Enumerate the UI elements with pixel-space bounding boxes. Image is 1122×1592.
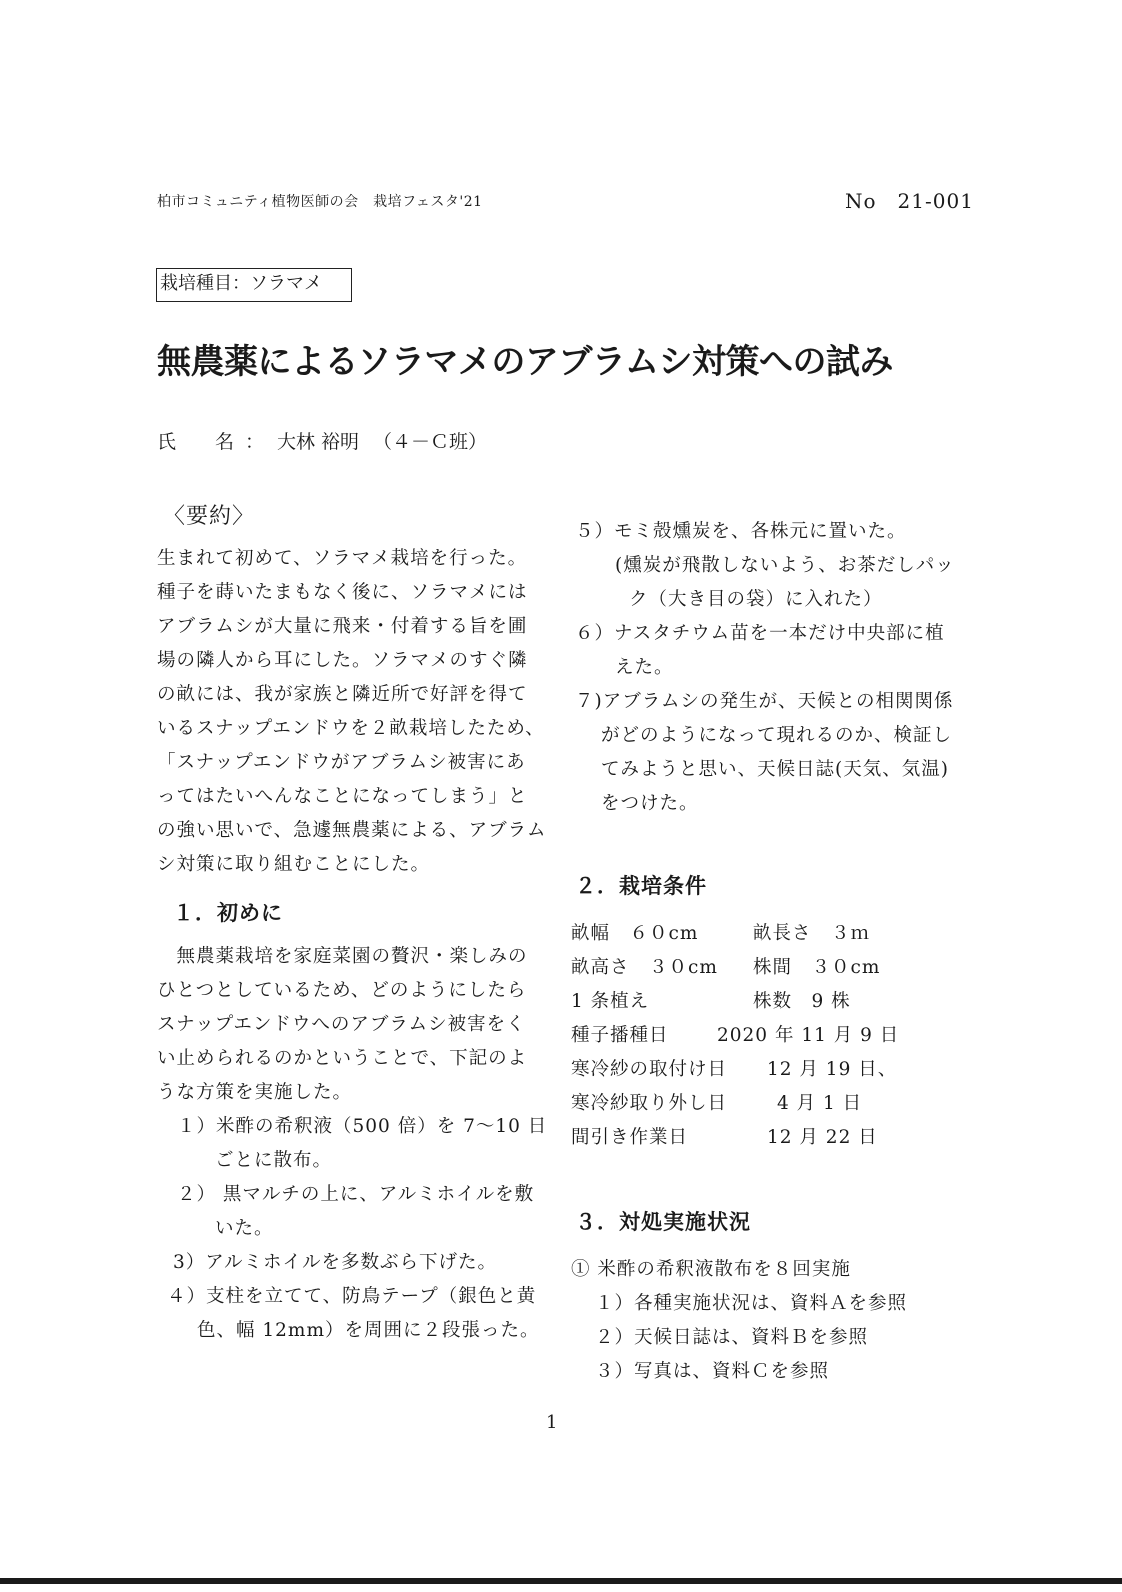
- date-label: 寒冷紗の取付け日: [571, 1059, 728, 1080]
- summary-line: の強い思いで、急遽無農薬による、アブラム: [157, 820, 547, 841]
- measure-item-5: ５）モミ殻燻炭を、各株元に置いた。: [575, 521, 907, 542]
- document-title: 無農薬によるソラマメのアブラムシ対策への試み: [157, 342, 893, 382]
- summary-heading: 〈要約〉: [163, 504, 256, 529]
- crop-label-box: 栽培種目：ソラマメ: [156, 268, 352, 302]
- condition-cell: 畝高さ ３０cm: [571, 957, 718, 978]
- summary-line: いるスナップエンドウを２畝栽培したため、: [157, 718, 545, 739]
- condition-cell: 畝長さ ３ｍ: [753, 923, 871, 944]
- summary-line: 種子を蒔いたまもなく後に、ソラマメには: [157, 582, 528, 603]
- date-value: 12 月 19 日、: [767, 1059, 898, 1080]
- section3-main-item: ① 米酢の希釈液散布を８回実施: [571, 1259, 851, 1280]
- date-label: 種子播種日: [571, 1025, 669, 1046]
- bottom-border-line: [0, 1578, 1122, 1584]
- measure-item-7: ７)アブラムシの発生が、天候との相関関係: [575, 691, 954, 712]
- summary-line: アブラムシが大量に飛来・付着する旨を圃: [157, 616, 528, 637]
- right-column: [571, 515, 975, 1389]
- section3-sub-item: ３）写真は、資料Ｃを参照: [595, 1361, 830, 1382]
- author-label-2: 名: [215, 431, 235, 453]
- measure-item-1: １）米酢の希釈液（500 倍）を 7～10 日: [177, 1116, 548, 1137]
- author-label-1: 氏: [157, 431, 177, 453]
- measure-item-5-cont: (燻炭が飛散しないよう、お茶だしパッ: [615, 555, 955, 576]
- measure-item-6: ６）ナスタチウム苗を一本だけ中央部に植: [575, 623, 945, 644]
- summary-line: ってはたいへんなことになってしまう」と: [157, 786, 528, 807]
- page-number: 1: [546, 1412, 558, 1433]
- author-name: 大林 裕明: [277, 431, 360, 453]
- condition-row: [571, 985, 975, 1019]
- summary-line: 場の隣人から耳にした。ソラマメのすぐ隣: [157, 650, 528, 671]
- section3-heading: ３．対処実施状況: [575, 1210, 751, 1234]
- condition-cell: 株数 9 株: [753, 991, 851, 1012]
- measure-item-7-cont: がどのようになって現れるのか、検証し: [601, 725, 953, 746]
- measure-item-6-cont: えた。: [615, 657, 674, 678]
- condition-cell: 株間 ３０cm: [753, 957, 881, 978]
- measure-item-7-cont: をつけた。: [601, 793, 699, 814]
- summary-line: シ対策に取り組むことにした。: [157, 854, 431, 875]
- summary-line: 「スナップエンドウがアブラムシ被害にあ: [157, 752, 526, 773]
- document-number: No 21-001: [845, 189, 974, 213]
- measure-item-1-cont: ごとに散布。: [215, 1150, 333, 1171]
- measure-item-4-cont: 色、幅 12mm）を周囲に２段張った。: [197, 1320, 540, 1341]
- section1-intro-line: 無農薬栽培を家庭菜園の贅沢・楽しみの: [157, 946, 528, 967]
- date-value: 2020 年 11 月 9 日: [717, 1025, 900, 1046]
- left-column: [157, 500, 557, 1348]
- section1-heading: １．初めに: [173, 901, 283, 925]
- section1-intro-line: うな方策を実施した。: [157, 1082, 353, 1103]
- measure-item-7-cont: てみようと思い、天候日誌(天気、気温): [601, 759, 949, 780]
- date-row: [571, 1121, 975, 1155]
- summary-line: 生まれて初めて、ソラマメ栽培を行った。: [157, 548, 528, 569]
- condition-cell: 畝幅 ６０cm: [571, 923, 699, 944]
- date-label: 間引き作業日: [571, 1127, 689, 1148]
- date-row: [571, 1019, 975, 1053]
- section2-heading: ２．栽培条件: [575, 874, 707, 898]
- author-colon: ：: [245, 431, 265, 453]
- author-line: [157, 427, 487, 454]
- measure-item-2: ２） 黒マルチの上に、アルミホイルを敷: [177, 1184, 535, 1205]
- date-value: 12 月 22 日: [767, 1127, 878, 1148]
- condition-row: [571, 917, 975, 951]
- date-row: [571, 1087, 975, 1121]
- section3-sub-item: ２）天候日誌は、資料Ｂを参照: [595, 1327, 869, 1348]
- section3-sub-item: １）各種実施状況は、資料Ａを参照: [595, 1293, 908, 1314]
- measure-item-3: 3）アルミホイルを多数ぶら下げた。: [173, 1252, 498, 1273]
- measure-item-4: ４）支柱を立てて、防鳥テープ（銀色と黄: [167, 1286, 537, 1307]
- measure-item-5-cont: ク（大き目の袋）に入れた）: [629, 589, 883, 610]
- date-value: 4 月 1 日: [777, 1093, 863, 1114]
- summary-line: の畝には、我が家族と隣近所で好評を得て: [157, 684, 528, 705]
- section1-intro-line: ひとつとしているため、どのようにしたら: [157, 980, 527, 1001]
- date-row: [571, 1053, 975, 1087]
- author-group: （４－Ｃ班）: [373, 431, 488, 453]
- date-label: 寒冷紗取り外し日: [571, 1093, 728, 1114]
- section1-intro-line: スナップエンドウへのアブラムシ被害をく: [157, 1014, 526, 1035]
- measure-item-2-cont: いた。: [215, 1218, 274, 1239]
- section1-intro-line: い止められるのかということで、下記のよ: [157, 1048, 528, 1069]
- condition-row: [571, 951, 975, 985]
- organization-header: 柏市コミュニティ植物医師の会 栽培フェスタ'21: [157, 194, 483, 210]
- condition-cell: 1 条植え: [571, 991, 650, 1012]
